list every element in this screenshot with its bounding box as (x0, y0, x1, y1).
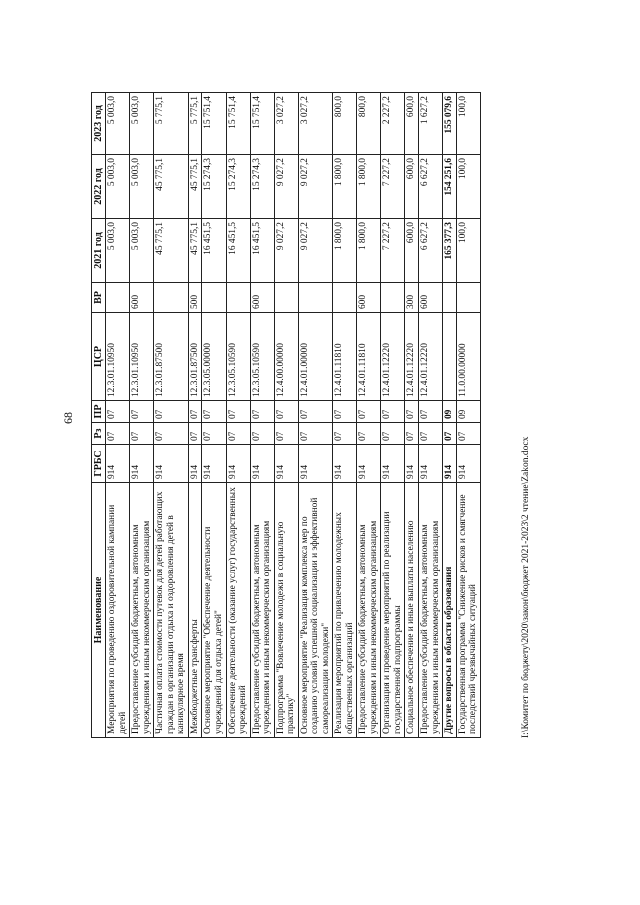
cell-2021: 7 227,2 (381, 219, 405, 283)
cell-grbs: 914 (443, 445, 457, 483)
cell-2023: 15 751,4 (250, 93, 274, 155)
cell-name: Подпрограмма "Вовлечение молодежи в социальную практику" (274, 483, 298, 738)
cell-pr: 07 (154, 401, 189, 423)
cell-2021: 5 003,0 (130, 219, 154, 283)
cell-2021: 1 800,0 (333, 219, 357, 283)
cell-name: Межбюджетные трансферты (188, 483, 202, 738)
cell-rz: 07 (130, 423, 154, 445)
col-header-name: Наименование (92, 483, 106, 738)
table-row (298, 93, 333, 738)
cell-rz: 07 (443, 423, 457, 445)
cell-2023: 5 003,0 (106, 93, 130, 155)
cell-2023: 800,0 (357, 93, 381, 155)
budget-table (91, 92, 481, 738)
cell-vr: 600 (357, 283, 381, 313)
cell-vr: 300 (405, 283, 419, 313)
cell-pr: 07 (357, 401, 381, 423)
table-row (405, 93, 419, 738)
cell-2022: 45 775,1 (154, 155, 189, 219)
cell-2022: 15 274,3 (202, 155, 226, 219)
cell-2022: 1 800,0 (357, 155, 381, 219)
cell-2021: 45 775,1 (154, 219, 189, 283)
cell-name: Частичная оплата стоимости путевок для детей работающих граждан в организации отдыха и оздоровления детей в каникулярное время (154, 483, 189, 738)
cell-vr: 600 (419, 283, 443, 313)
cell-pr: 07 (274, 401, 298, 423)
cell-csr: 12.4.01.11810 (333, 313, 357, 401)
table-header-row (92, 93, 106, 738)
cell-csr: 12.3.01.87500 (188, 313, 202, 401)
cell-pr: 09 (443, 401, 457, 423)
cell-2022: 45 775,1 (188, 155, 202, 219)
cell-rz: 07 (188, 423, 202, 445)
cell-rz: 07 (381, 423, 405, 445)
cell-vr (298, 283, 333, 313)
cell-name: Реализация мероприятий по привлечению молодежных общественных организаций (333, 483, 357, 738)
cell-pr: 07 (405, 401, 419, 423)
table-row (188, 93, 202, 738)
col-header-pr: ПР (92, 401, 106, 423)
cell-csr: 12.4.01.12220 (419, 313, 443, 401)
cell-vr (381, 283, 405, 313)
cell-vr: 500 (188, 283, 202, 313)
cell-2023: 3 027,2 (274, 93, 298, 155)
cell-grbs: 914 (188, 445, 202, 483)
col-header-csr: ЦСР (92, 313, 106, 401)
cell-2023: 155 079,6 (443, 93, 457, 155)
cell-name: Обеспечение деятельности (оказание услуг) государственных учреждений (226, 483, 250, 738)
cell-2021: 6 627,2 (419, 219, 443, 283)
cell-csr: 12.4.01.12220 (405, 313, 419, 401)
cell-2023: 1 627,2 (419, 93, 443, 155)
footer-file-path: I:\Комитет по бюджету\2020\закон\бюджет 2021-2023\2 чтение\Zakon.docx (521, 436, 531, 738)
cell-name: Социальное обеспечение и иные выплаты населению (405, 483, 419, 738)
cell-2021: 5 003,0 (106, 219, 130, 283)
cell-name: Государственная программа "Снижение рисков и смягчение последствий чрезвычайных ситуаций (456, 483, 480, 738)
cell-csr: 12.3.05.10590 (226, 313, 250, 401)
cell-rz: 07 (154, 423, 189, 445)
table-row (130, 93, 154, 738)
cell-name: Предоставление субсидий бюджетным, автономным учреждениям и иным некоммерческим организациям (250, 483, 274, 738)
table-row (381, 93, 405, 738)
cell-2022: 154 251,6 (443, 155, 457, 219)
cell-pr: 07 (381, 401, 405, 423)
cell-2022: 100,0 (456, 155, 480, 219)
cell-grbs: 914 (130, 445, 154, 483)
cell-rz: 07 (250, 423, 274, 445)
cell-pr: 07 (250, 401, 274, 423)
cell-2022: 15 274,3 (226, 155, 250, 219)
cell-rz: 07 (357, 423, 381, 445)
cell-grbs: 914 (333, 445, 357, 483)
table-row (419, 93, 443, 738)
table-row (357, 93, 381, 738)
cell-vr: 600 (130, 283, 154, 313)
cell-grbs: 914 (357, 445, 381, 483)
cell-grbs: 914 (298, 445, 333, 483)
cell-pr: 07 (226, 401, 250, 423)
cell-name: Основное мероприятие "Реализация комплекса мер по созданию условий успешной социализации и эффективной самореализации молодежи" (298, 483, 333, 738)
cell-csr: 12.3.01.10950 (106, 313, 130, 401)
cell-grbs: 914 (202, 445, 226, 483)
cell-pr: 07 (333, 401, 357, 423)
cell-rz: 07 (456, 423, 480, 445)
cell-2022: 9 027,2 (274, 155, 298, 219)
cell-2023: 15 751,4 (202, 93, 226, 155)
cell-csr: 12.3.05.10590 (250, 313, 274, 401)
cell-2022: 5 003,0 (130, 155, 154, 219)
cell-2021: 9 027,2 (298, 219, 333, 283)
cell-name: Предоставление субсидий бюджетным, автономным учреждениям и иным некоммерческим организациям (130, 483, 154, 738)
cell-name: Другие вопросы в области образования (443, 483, 457, 738)
cell-rz: 07 (226, 423, 250, 445)
cell-vr (202, 283, 226, 313)
cell-csr: 12.3.01.87500 (154, 313, 189, 401)
cell-rz: 07 (202, 423, 226, 445)
cell-csr: 12.4.00.00000 (274, 313, 298, 401)
cell-csr: 12.3.01.10950 (130, 313, 154, 401)
page-number: 68 (61, 412, 75, 424)
rotated-page (61, 84, 543, 752)
table-row (106, 93, 130, 738)
table-row (202, 93, 226, 738)
cell-vr (333, 283, 357, 313)
cell-grbs: 914 (106, 445, 130, 483)
cell-csr (443, 313, 457, 401)
col-header-vr: ВР (92, 283, 106, 313)
cell-grbs: 914 (405, 445, 419, 483)
cell-name: Мероприятия по проведению оздоровительной кампании детей (106, 483, 130, 738)
cell-2021: 100,0 (456, 219, 480, 283)
cell-grbs: 914 (419, 445, 443, 483)
cell-grbs: 914 (226, 445, 250, 483)
cell-vr (274, 283, 298, 313)
cell-name: Основное мероприятие "Обеспечение деятельности учреждений для отдыха детей" (202, 483, 226, 738)
cell-vr (154, 283, 189, 313)
cell-pr: 07 (298, 401, 333, 423)
table-row (154, 93, 189, 738)
cell-rz: 07 (333, 423, 357, 445)
cell-2021: 600,0 (405, 219, 419, 283)
cell-csr: 12.4.01.12220 (381, 313, 405, 401)
cell-grbs: 914 (456, 445, 480, 483)
cell-2021: 1 800,0 (357, 219, 381, 283)
cell-vr (456, 283, 480, 313)
cell-rz: 07 (274, 423, 298, 445)
cell-2021: 16 451,5 (226, 219, 250, 283)
cell-pr: 07 (130, 401, 154, 423)
cell-2023: 100,0 (456, 93, 480, 155)
table-row (456, 93, 480, 738)
cell-2021: 9 027,2 (274, 219, 298, 283)
cell-2022: 7 227,2 (381, 155, 405, 219)
cell-2023: 15 751,4 (226, 93, 250, 155)
cell-csr: 12.4.01.11810 (357, 313, 381, 401)
col-header-grbs: ГРБС (92, 445, 106, 483)
cell-2021: 165 377,3 (443, 219, 457, 283)
cell-name: Организация и проведение мероприятий по реализации государственной подпрограммы (381, 483, 405, 738)
cell-pr: 07 (106, 401, 130, 423)
cell-csr: 11.0.00.00000 (456, 313, 480, 401)
cell-2023: 800,0 (333, 93, 357, 155)
cell-pr: 07 (419, 401, 443, 423)
cell-2023: 5 775,1 (188, 93, 202, 155)
cell-2022: 600,0 (405, 155, 419, 219)
cell-2021: 16 451,5 (250, 219, 274, 283)
col-header-2023: 2023 год (92, 93, 106, 155)
cell-2023: 2 227,2 (381, 93, 405, 155)
cell-2022: 5 003,0 (106, 155, 130, 219)
cell-rz: 07 (405, 423, 419, 445)
cell-2022: 9 027,2 (298, 155, 333, 219)
cell-csr: 12.4.01.00000 (298, 313, 333, 401)
table-row (333, 93, 357, 738)
cell-2021: 45 775,1 (188, 219, 202, 283)
cell-2022: 15 274,3 (250, 155, 274, 219)
cell-rz: 07 (419, 423, 443, 445)
cell-2023: 5 003,0 (130, 93, 154, 155)
cell-pr: 07 (188, 401, 202, 423)
cell-vr (443, 283, 457, 313)
cell-2022: 6 627,2 (419, 155, 443, 219)
cell-name: Предоставление субсидий бюджетным, автономным учреждениям и иным некоммерческим организациям (357, 483, 381, 738)
cell-grbs: 914 (274, 445, 298, 483)
cell-2023: 600,0 (405, 93, 419, 155)
cell-grbs: 914 (250, 445, 274, 483)
cell-rz: 07 (106, 423, 130, 445)
cell-grbs: 914 (381, 445, 405, 483)
col-header-2021: 2021 год (92, 219, 106, 283)
table-row (274, 93, 298, 738)
cell-vr (226, 283, 250, 313)
table-row (250, 93, 274, 738)
table-row (226, 93, 250, 738)
cell-2023: 3 027,2 (298, 93, 333, 155)
cell-name: Предоставление субсидий бюджетным, автономным учреждениям и иным некоммерческим организациям (419, 483, 443, 738)
cell-csr: 12.3.05.00000 (202, 313, 226, 401)
col-header-2022: 2022 год (92, 155, 106, 219)
col-header-rz: Рз (92, 423, 106, 445)
cell-2023: 5 775,1 (154, 93, 189, 155)
table-row (443, 93, 457, 738)
cell-vr: 600 (250, 283, 274, 313)
cell-rz: 07 (298, 423, 333, 445)
cell-2021: 16 451,5 (202, 219, 226, 283)
cell-grbs: 914 (154, 445, 189, 483)
cell-vr (106, 283, 130, 313)
cell-pr: 09 (456, 401, 480, 423)
cell-2022: 1 800,0 (333, 155, 357, 219)
cell-pr: 07 (202, 401, 226, 423)
